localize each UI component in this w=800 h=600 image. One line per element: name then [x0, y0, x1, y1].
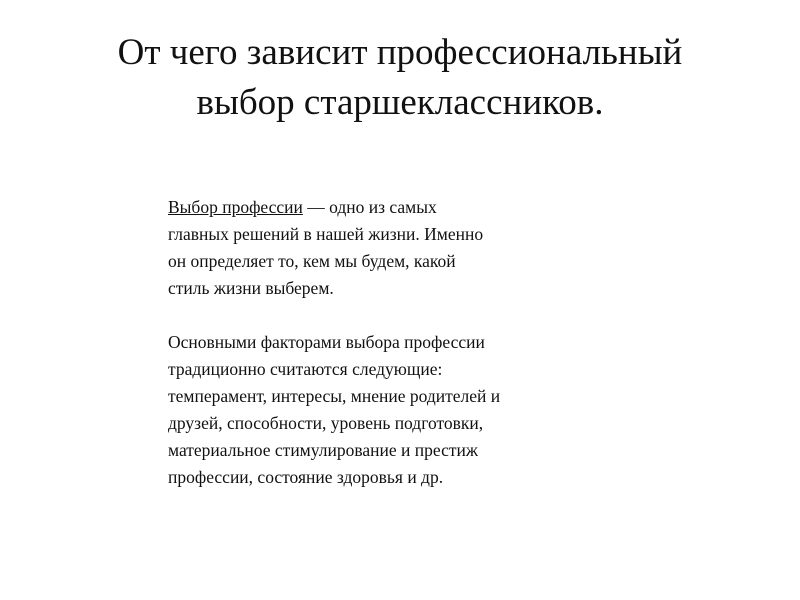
paragraph1-line3: он определяет то, кем мы будем, какой: [168, 251, 456, 271]
slide-title-line-1: От чего зависит профессиональный: [117, 32, 683, 73]
paragraph1-line2: главных решений в нашей жизни. Именно: [168, 224, 484, 244]
profession-choice-link[interactable]: Выбор профессии: [168, 197, 303, 217]
paragraph2-line4: друзей, способности, уровень подготовки,: [168, 413, 484, 433]
paragraph2-line2: традиционно считаются следующие:: [168, 359, 443, 379]
paragraph-profession-choice: [168, 194, 608, 302]
paragraph1-line4: стиль жизни выберем.: [168, 278, 334, 298]
paragraph2-line5: материальное стимулирование и престиж: [168, 440, 478, 460]
slide-title-line-2: выбор старшеклассников.: [196, 82, 604, 123]
paragraph2-line1: Основными факторами выбора профессии: [168, 332, 485, 352]
paragraph2-line6: профессии, состояние здоровья и др.: [168, 467, 444, 487]
paragraph2-line3: темперамент, интересы, мнение родителей и: [168, 386, 501, 406]
paragraph1-line1-rest: — одно из самых: [302, 197, 437, 217]
paragraph-factors: [168, 329, 608, 491]
slide-title: [40, 28, 760, 128]
slide-body: [168, 194, 608, 491]
